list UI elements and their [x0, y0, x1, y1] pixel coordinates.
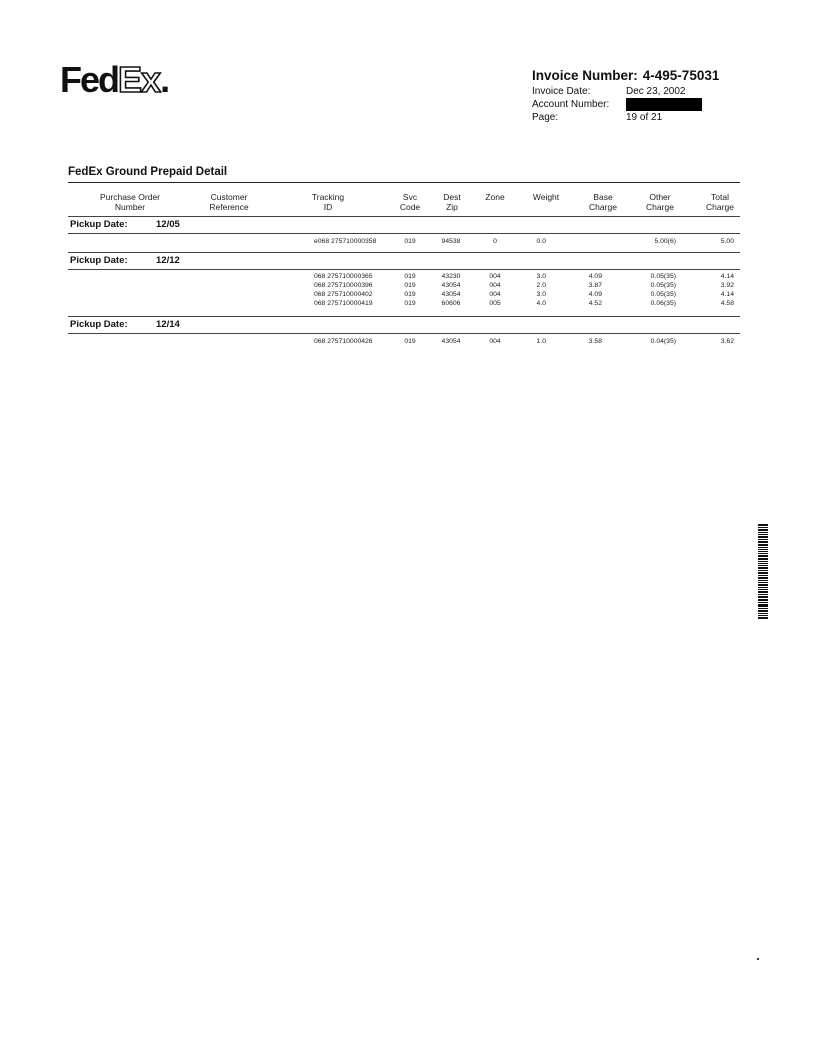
invoice-number: 4-495-75031	[642, 68, 720, 83]
col-weight: Weight	[532, 192, 560, 202]
col-purchase-order: Purchase Order Number	[100, 192, 160, 212]
section-divider	[68, 182, 740, 183]
page-label: Page:	[532, 112, 559, 123]
col-svc-code: Svc Code	[399, 192, 421, 212]
table-row: 068 275710000396 019 43054 004 2.0 3.87 0.05(35) 3.92	[314, 282, 734, 289]
invoice-header	[532, 68, 772, 124]
col-zone: Zone	[485, 192, 505, 202]
table-row: 068 275710000402 019 43054 004 3.0 4.09 0.05(35) 4.14	[314, 291, 734, 298]
group-divider	[68, 316, 740, 317]
invoice-number-label: Invoice Number:	[532, 68, 638, 83]
fedex-logo	[60, 59, 171, 100]
invoice-date: Dec 23, 2002	[626, 86, 686, 97]
account-number-label: Account Number:	[532, 99, 610, 110]
scan-dot	[757, 958, 759, 960]
col-tracking-id: Tracking ID	[311, 192, 345, 212]
table-row: 068 275710000365 019 43230 004 3.0 4.09 0.05(35) 4.14	[314, 273, 734, 280]
group-divider	[68, 216, 740, 217]
col-other-charge: Other Charge	[646, 192, 674, 212]
pickup-date-row: Pickup Date: 12/12	[70, 255, 180, 266]
col-total-charge: Total Charge	[706, 192, 734, 212]
group-divider	[68, 252, 740, 253]
group-divider	[68, 269, 740, 270]
col-base-charge: Base Charge	[589, 192, 617, 212]
barcode-icon	[758, 524, 768, 620]
logo-ex: Ex	[118, 59, 161, 100]
group-divider	[68, 233, 740, 234]
section-title: FedEx Ground Prepaid Detail	[68, 166, 228, 178]
pickup-date-row: Pickup Date: 12/05	[70, 219, 180, 230]
pickup-date-row: Pickup Date: 12/14	[70, 319, 180, 330]
table-row: e068 275710000358 019 94538 0 0.0 5.00(6) 5.00	[314, 238, 734, 245]
group-divider	[68, 333, 740, 334]
logo-fed: Fed	[60, 59, 119, 100]
col-dest-zip: Dest Zip	[443, 192, 461, 212]
col-customer-reference: Customer Reference	[209, 192, 249, 212]
logo-dot: .	[160, 59, 171, 100]
account-number-redacted	[626, 98, 702, 111]
page-number: 19 of 21	[626, 112, 663, 123]
table-row: 068 275710000426 019 43054 004 1.0 3.58 0.04(35) 3.62	[314, 338, 734, 345]
invoice-date-label: Invoice Date:	[532, 86, 591, 97]
table-row: 068 275710000419 019 60606 005 4.0 4.52 0.06(35) 4.58	[314, 300, 734, 307]
